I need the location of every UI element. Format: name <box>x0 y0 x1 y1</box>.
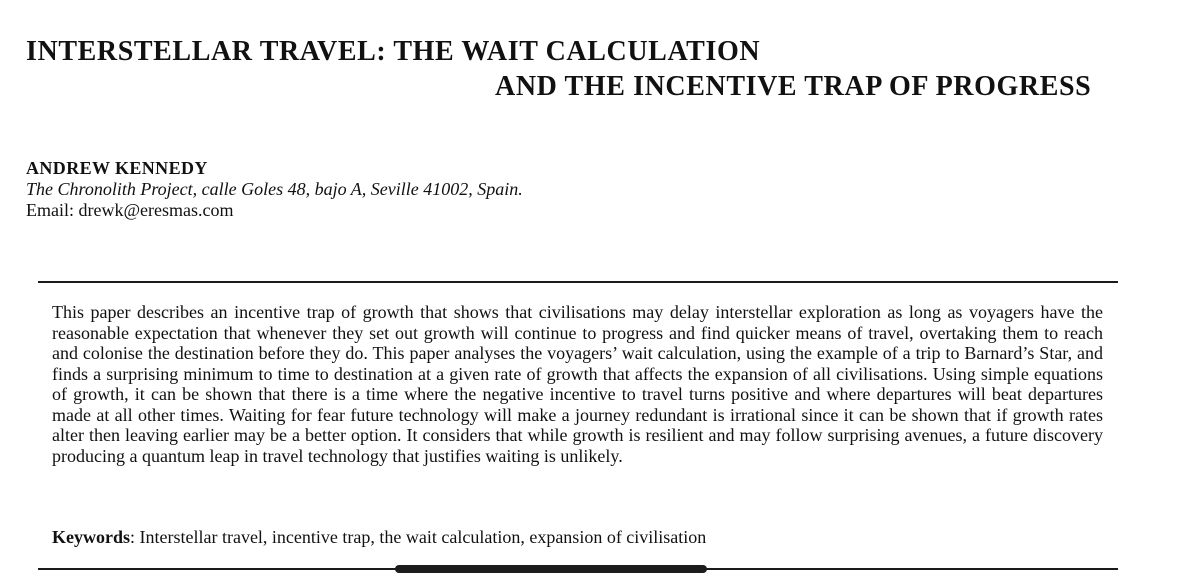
abstract-top-rule <box>38 281 1118 283</box>
paper-title-line-1: INTERSTELLAR TRAVEL: THE WAIT CALCULATION <box>26 36 761 67</box>
author-block <box>26 158 523 221</box>
keywords-label: Keywords <box>52 527 130 547</box>
author-email: Email: drewk@eresmas.com <box>26 200 234 220</box>
keywords-list: : Interstellar travel, incentive trap, the wait calculation, expansion of civilisation <box>130 527 707 547</box>
abstract-text: This paper describes an incentive trap of growth that shows that civilisations may delay interstellar exploration as long as voyagers have the reasonable expectation that whenever they set out growth will continue to progress and find quicker means of travel, overtaking them to reach and colonise the destination before they do. This paper analyses the voyagers’ wait calculation, using the example of a trip to Barnard’s Star, and finds a surprising minimum to time to destination at a given rate of growth that affects the expansion of all civilisations. Using simple equations of growth, it can be shown that there is a time where the negative incentive to travel turns positive and where departures will beat departures made at all other times. Waiting for fear future technology will make a journey redundant is irrational since it can be shown that if growth rates alter then leaving earlier may be a better option. It considers that while growth is resilient and may follow surprising avenues, a future discovery producing a quantum leap in travel technology that justifies waiting is unlikely. <box>52 302 1103 466</box>
author-affiliation: The Chronolith Project, calle Goles 48, bajo A, Seville 41002, Spain. <box>26 179 523 199</box>
paper-title-line-2: AND THE INCENTIVE TRAP OF PROGRESS <box>495 71 1092 102</box>
horizontal-scrollbar-thumb[interactable] <box>395 565 707 573</box>
keywords-line <box>52 527 706 548</box>
author-name: ANDREW KENNEDY <box>26 158 208 178</box>
